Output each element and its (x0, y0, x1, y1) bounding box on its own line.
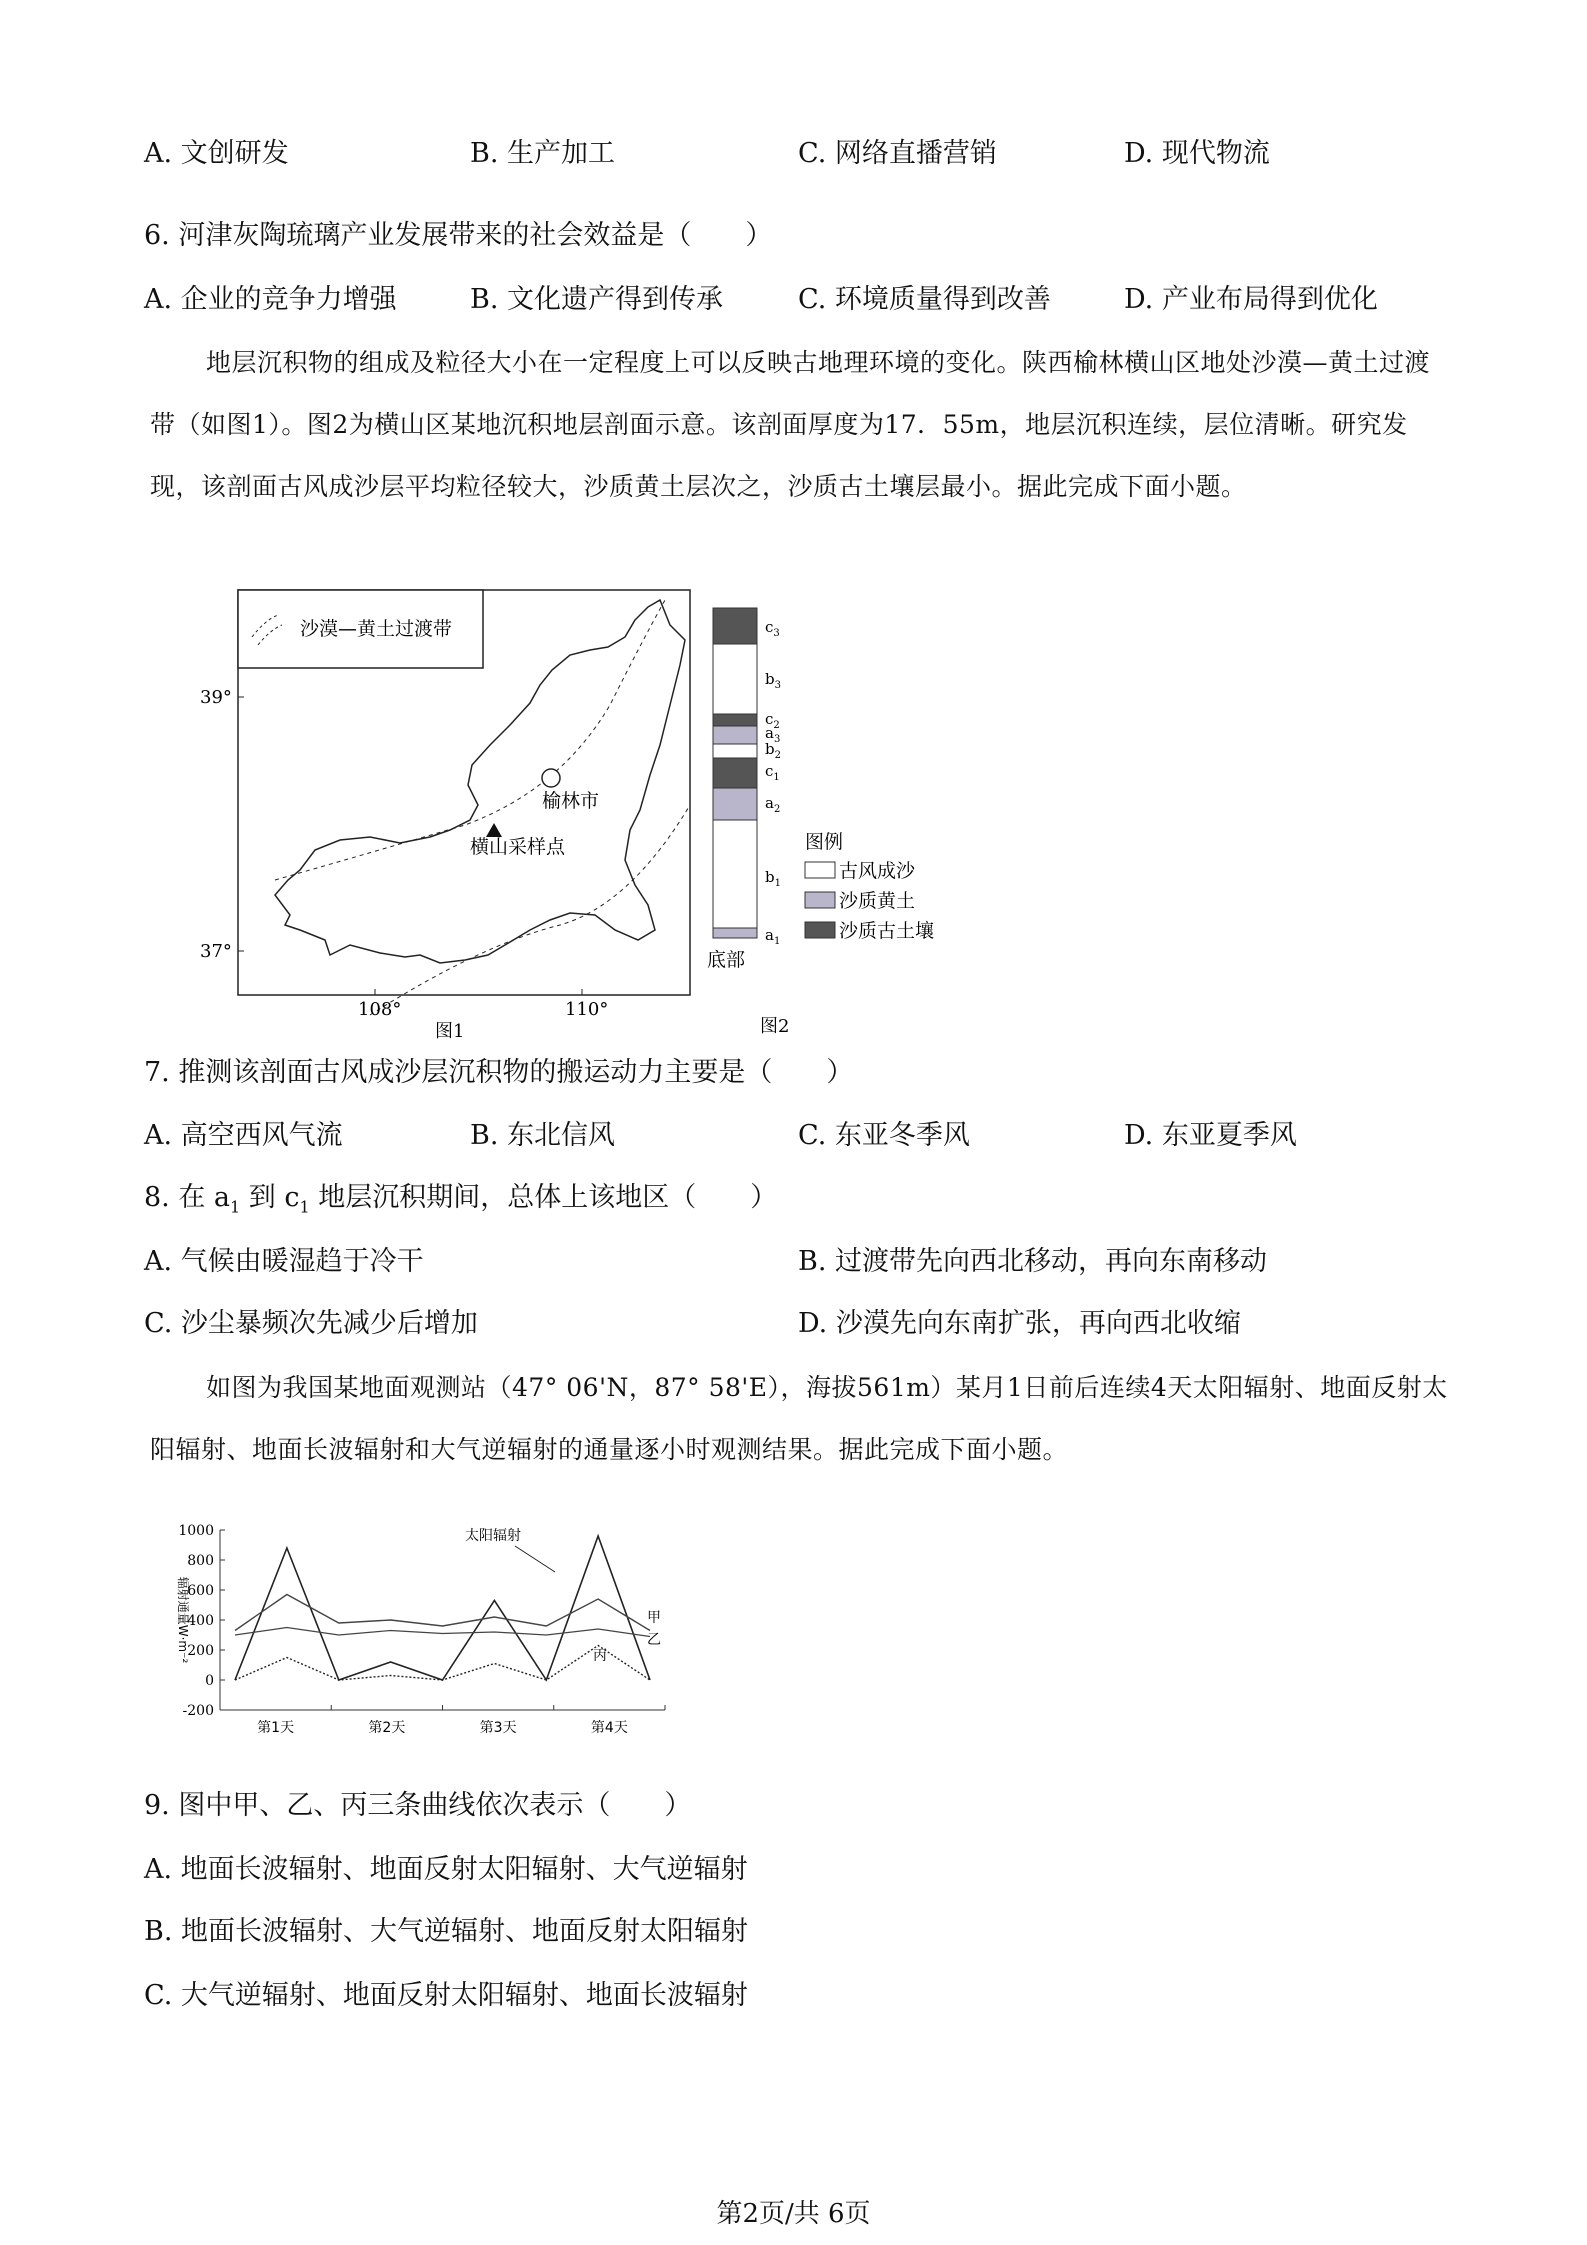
strata-column (713, 608, 757, 938)
map-legend-label: 沙漠—黄土过渡带 (300, 618, 453, 640)
series-jia (235, 1595, 650, 1631)
layer-b2 (713, 744, 757, 758)
q7-option-d[interactable]: D. 东亚夏季风 (1124, 1120, 1297, 1151)
q7-stem: 7. 推测该剖面古风成沙层沉积物的搬运动力主要是（ ） (144, 1057, 854, 1088)
y-tick-label: -200 (182, 1703, 214, 1719)
q6-option-a[interactable]: A. 企业的竞争力增强 (144, 284, 397, 315)
q8-option-b[interactable]: B. 过渡带先向西北移动，再向东南移动 (798, 1246, 1268, 1277)
series-bing (235, 1646, 650, 1681)
layer-label-c1: $c_1$ (765, 762, 780, 783)
lat-37: 37° (200, 941, 232, 962)
label-jia: 甲 (647, 1610, 661, 1626)
q9-option-b[interactable]: B. 地面长波辐射、大气逆辐射、地面反射太阳辐射 (144, 1916, 749, 1947)
q9-option-c[interactable]: C. 大气逆辐射、地面反射太阳辐射、地面长波辐射 (144, 1980, 748, 2011)
q5-option-a[interactable]: A. 文创研发 (144, 138, 289, 169)
layer-label-a2: $a_2$ (765, 794, 781, 815)
y-tick-label: 400 (187, 1613, 214, 1629)
q6-option-c[interactable]: C. 环境质量得到改善 (798, 284, 1051, 315)
label-bing: 丙 (593, 1648, 607, 1664)
q6-option-b[interactable]: B. 文化遗产得到传承 (470, 284, 724, 315)
q7-option-a[interactable]: A. 高空西风气流 (144, 1120, 343, 1151)
label-yi: 乙 (647, 1632, 661, 1648)
layer-label-a3: $a_3$ (765, 724, 781, 745)
x-tick-label: 第2天 (368, 1720, 406, 1736)
figure-2-caption: 图2 (760, 1016, 790, 1037)
city-label: 榆林市 (542, 790, 600, 812)
y-axis-label: 辐射通量W·m⁻² (176, 1576, 190, 1664)
layer-label-a1: $a_1$ (765, 926, 781, 947)
label-solar: 太阳辐射 (465, 1528, 521, 1544)
page-footer: 第2页/共 6页 (716, 2199, 871, 2229)
legend-swatch-soil (805, 922, 835, 938)
layer-a1 (713, 928, 757, 938)
legend-soil: 沙质古土壤 (839, 920, 935, 942)
lon-110: 110° (565, 999, 609, 1020)
figure-1-caption: 图1 (435, 1021, 465, 1042)
legend-swatch-loess (805, 892, 835, 908)
layer-c1 (713, 758, 757, 788)
figure-1-map (200, 585, 700, 1045)
layer-label-b2: $b_2$ (765, 740, 781, 761)
x-tick-label: 第3天 (479, 1720, 517, 1736)
y-tick-label: 600 (187, 1583, 214, 1599)
lat-39: 39° (200, 687, 232, 708)
layer-c2 (713, 714, 757, 726)
layer-label-c2: $c_2$ (765, 710, 780, 731)
layer-label-b1: $b_1$ (765, 868, 781, 889)
series-yi (235, 1628, 650, 1637)
legend-sand: 古风成沙 (839, 860, 916, 882)
solar-pointer (515, 1546, 555, 1572)
y-tick-label: 0 (205, 1673, 214, 1689)
q8-option-d[interactable]: D. 沙漠先向东南扩张，再向西北收缩 (798, 1308, 1241, 1339)
layer-label-b3: $b_3$ (765, 670, 781, 691)
q9-stem: 9. 图中甲、乙、丙三条曲线依次表示（ ） (144, 1790, 692, 1821)
figure-2-strata (705, 600, 985, 1040)
layer-b1 (713, 820, 757, 928)
lon-108: 108° (358, 999, 402, 1020)
bottom-label: 底部 (707, 949, 746, 971)
q5-option-b[interactable]: B. 生产加工 (470, 138, 616, 169)
x-tick-label: 第4天 (590, 1720, 628, 1736)
y-tick-label: 200 (187, 1643, 214, 1659)
q8-stem: 8. 在 $a_1$ 到 $c_1$ 地层沉积期间，总体上该地区（ ） (144, 1182, 778, 1217)
q5-option-d[interactable]: D. 现代物流 (1124, 138, 1270, 169)
city-marker-icon (542, 769, 560, 787)
passage-radiation: 如图为我国某地面观测站（47° 06'N，87° 58'E），海拔561m）某月1日前后连续4天太阳辐射、地面反射太阳辐射、地面长波辐射和大气逆辐射的通量逐小时观测结果。据此完成下面小题。 (150, 1373, 1448, 1464)
series-solar (235, 1536, 650, 1680)
legend-swatch-sand (805, 862, 835, 878)
layer-label-c3: $c_3$ (765, 618, 780, 639)
layer-b3 (713, 644, 757, 714)
site-label: 横山采样点 (470, 836, 566, 858)
radiation-chart (165, 1510, 675, 1750)
q6-stem: 6. 河津灰陶琉璃产业发展带来的社会效益是（ ） (144, 220, 773, 251)
site-marker-icon (486, 823, 502, 837)
q7-option-b[interactable]: B. 东北信风 (470, 1120, 616, 1151)
q8-option-c[interactable]: C. 沙尘暴频次先减少后增加 (144, 1308, 478, 1339)
q8-option-a[interactable]: A. 气候由暖湿趋于冷干 (144, 1246, 424, 1277)
q9-option-a[interactable]: A. 地面长波辐射、地面反射太阳辐射、大气逆辐射 (144, 1854, 748, 1885)
x-tick-label: 第1天 (257, 1720, 295, 1736)
y-tick-label: 800 (187, 1553, 214, 1569)
passage-strata: 地层沉积物的组成及粒径大小在一定程度上可以反映古地理环境的变化。陕西榆林横山区地处沙漠—黄土过渡带（如图1）。图2为横山区某地沉积地层剖面示意。该剖面厚度为17．55m，地层沉积连续，层位清晰。研究发现，该剖面古风成沙层平均粒径较大，沙质黄土层次之，沙质古土壤层最小。据此完成下面小题。 (150, 348, 1431, 501)
q6-option-d[interactable]: D. 产业布局得到优化 (1124, 284, 1378, 315)
q5-option-c[interactable]: C. 网络直播营销 (798, 138, 997, 169)
legend-title: 图例 (805, 831, 844, 853)
legend-loess: 沙质黄土 (839, 890, 916, 912)
y-tick-label: 1000 (178, 1523, 214, 1539)
layer-a3 (713, 726, 757, 744)
layer-c3 (713, 608, 757, 644)
q7-option-c[interactable]: C. 东亚冬季风 (798, 1120, 970, 1151)
layer-a2 (713, 788, 757, 820)
